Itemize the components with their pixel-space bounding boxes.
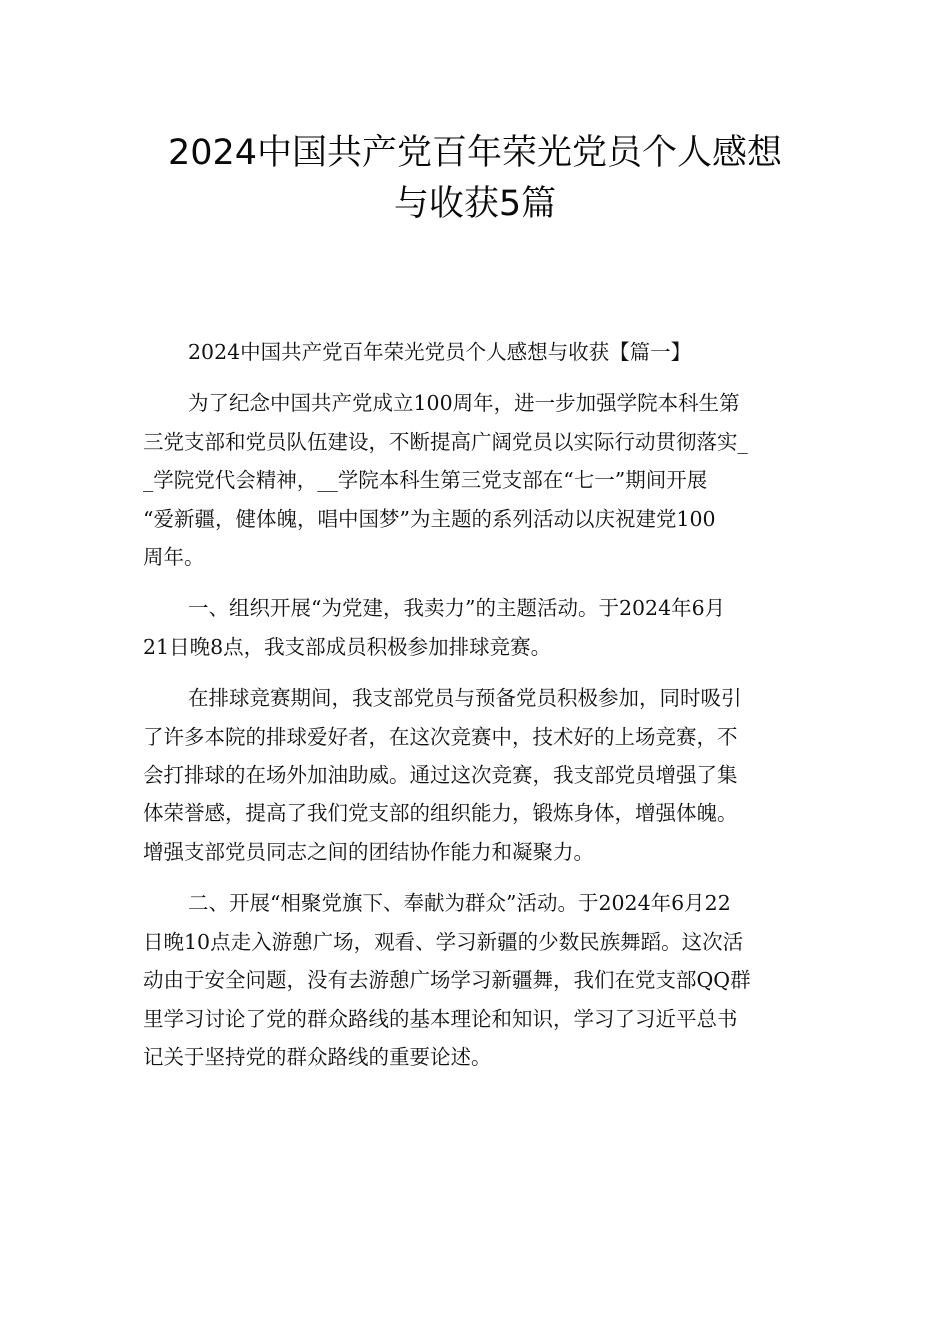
title-line-1: 2024中国共产党百年荣光党员个人感想	[167, 133, 783, 173]
document-title	[120, 128, 830, 230]
text-line: 周年。	[143, 545, 205, 570]
text-line: 里学习讨论了党的群众路线的基本理论和知识，学习了习近平总书	[143, 1006, 738, 1031]
text-line: 动由于安全问题，没有去游憩广场学习新疆舞，我们在党支部QQ群	[143, 968, 751, 993]
text-line: 2024中国共产党百年荣光党员个人感想与收获【篇一】	[188, 340, 692, 364]
paragraph-activity-one	[143, 589, 809, 666]
text-line: 会打排球的在场外加油助威。通过这次竞赛，我支部党员增强了集	[143, 763, 738, 788]
text-line: 记关于坚持党的群众路线的重要论述。	[143, 1044, 492, 1069]
text-line: 了许多本院的排球爱好者，在这次竞赛中，技术好的上场竞赛，不	[143, 724, 738, 749]
text-line: _学院党代会精神，__学院本科生第三党支部在“七一”期间开展	[143, 468, 708, 493]
paragraph-activity-two	[143, 884, 809, 1076]
text-line: “爱新疆，健体魄，唱中国梦”为主题的系列活动以庆祝建党100	[143, 506, 716, 531]
paragraph-intro	[143, 384, 809, 576]
text-line: 在排球竞赛期间，我支部党员与预备党员积极参加，同时吸引	[188, 686, 742, 711]
text-line: 一、组织开展“为党建，我卖力”的主题活动。于2024年6月	[188, 596, 726, 621]
text-line: 二、开展“相聚党旗下、奉献为群众”活动。于2024年6月22	[188, 891, 731, 916]
document-body	[143, 333, 809, 1089]
text-line: 为了纪念中国共产党成立100周年，进一步加强学院本科生第	[188, 391, 740, 416]
paragraph-volleyball	[143, 679, 809, 871]
section-heading	[143, 333, 809, 371]
text-line: 增强支部党员同志之间的团结协作能力和凝聚力。	[143, 839, 594, 864]
text-line: 21日晚8点，我支部成员积极参加排球竞赛。	[143, 634, 552, 659]
text-line: 体荣誉感，提高了我们党支部的组织能力，锻炼身体，增强体魄。	[143, 801, 738, 826]
title-line-2: 与收获5篇	[393, 184, 557, 224]
text-line: 日晚10点走入游憩广场，观看、学习新疆的少数民族舞蹈。这次活	[143, 929, 744, 954]
text-line: 三党支部和党员队伍建设，不断提高广阔党员以实际行动贯彻落实_	[143, 429, 748, 454]
